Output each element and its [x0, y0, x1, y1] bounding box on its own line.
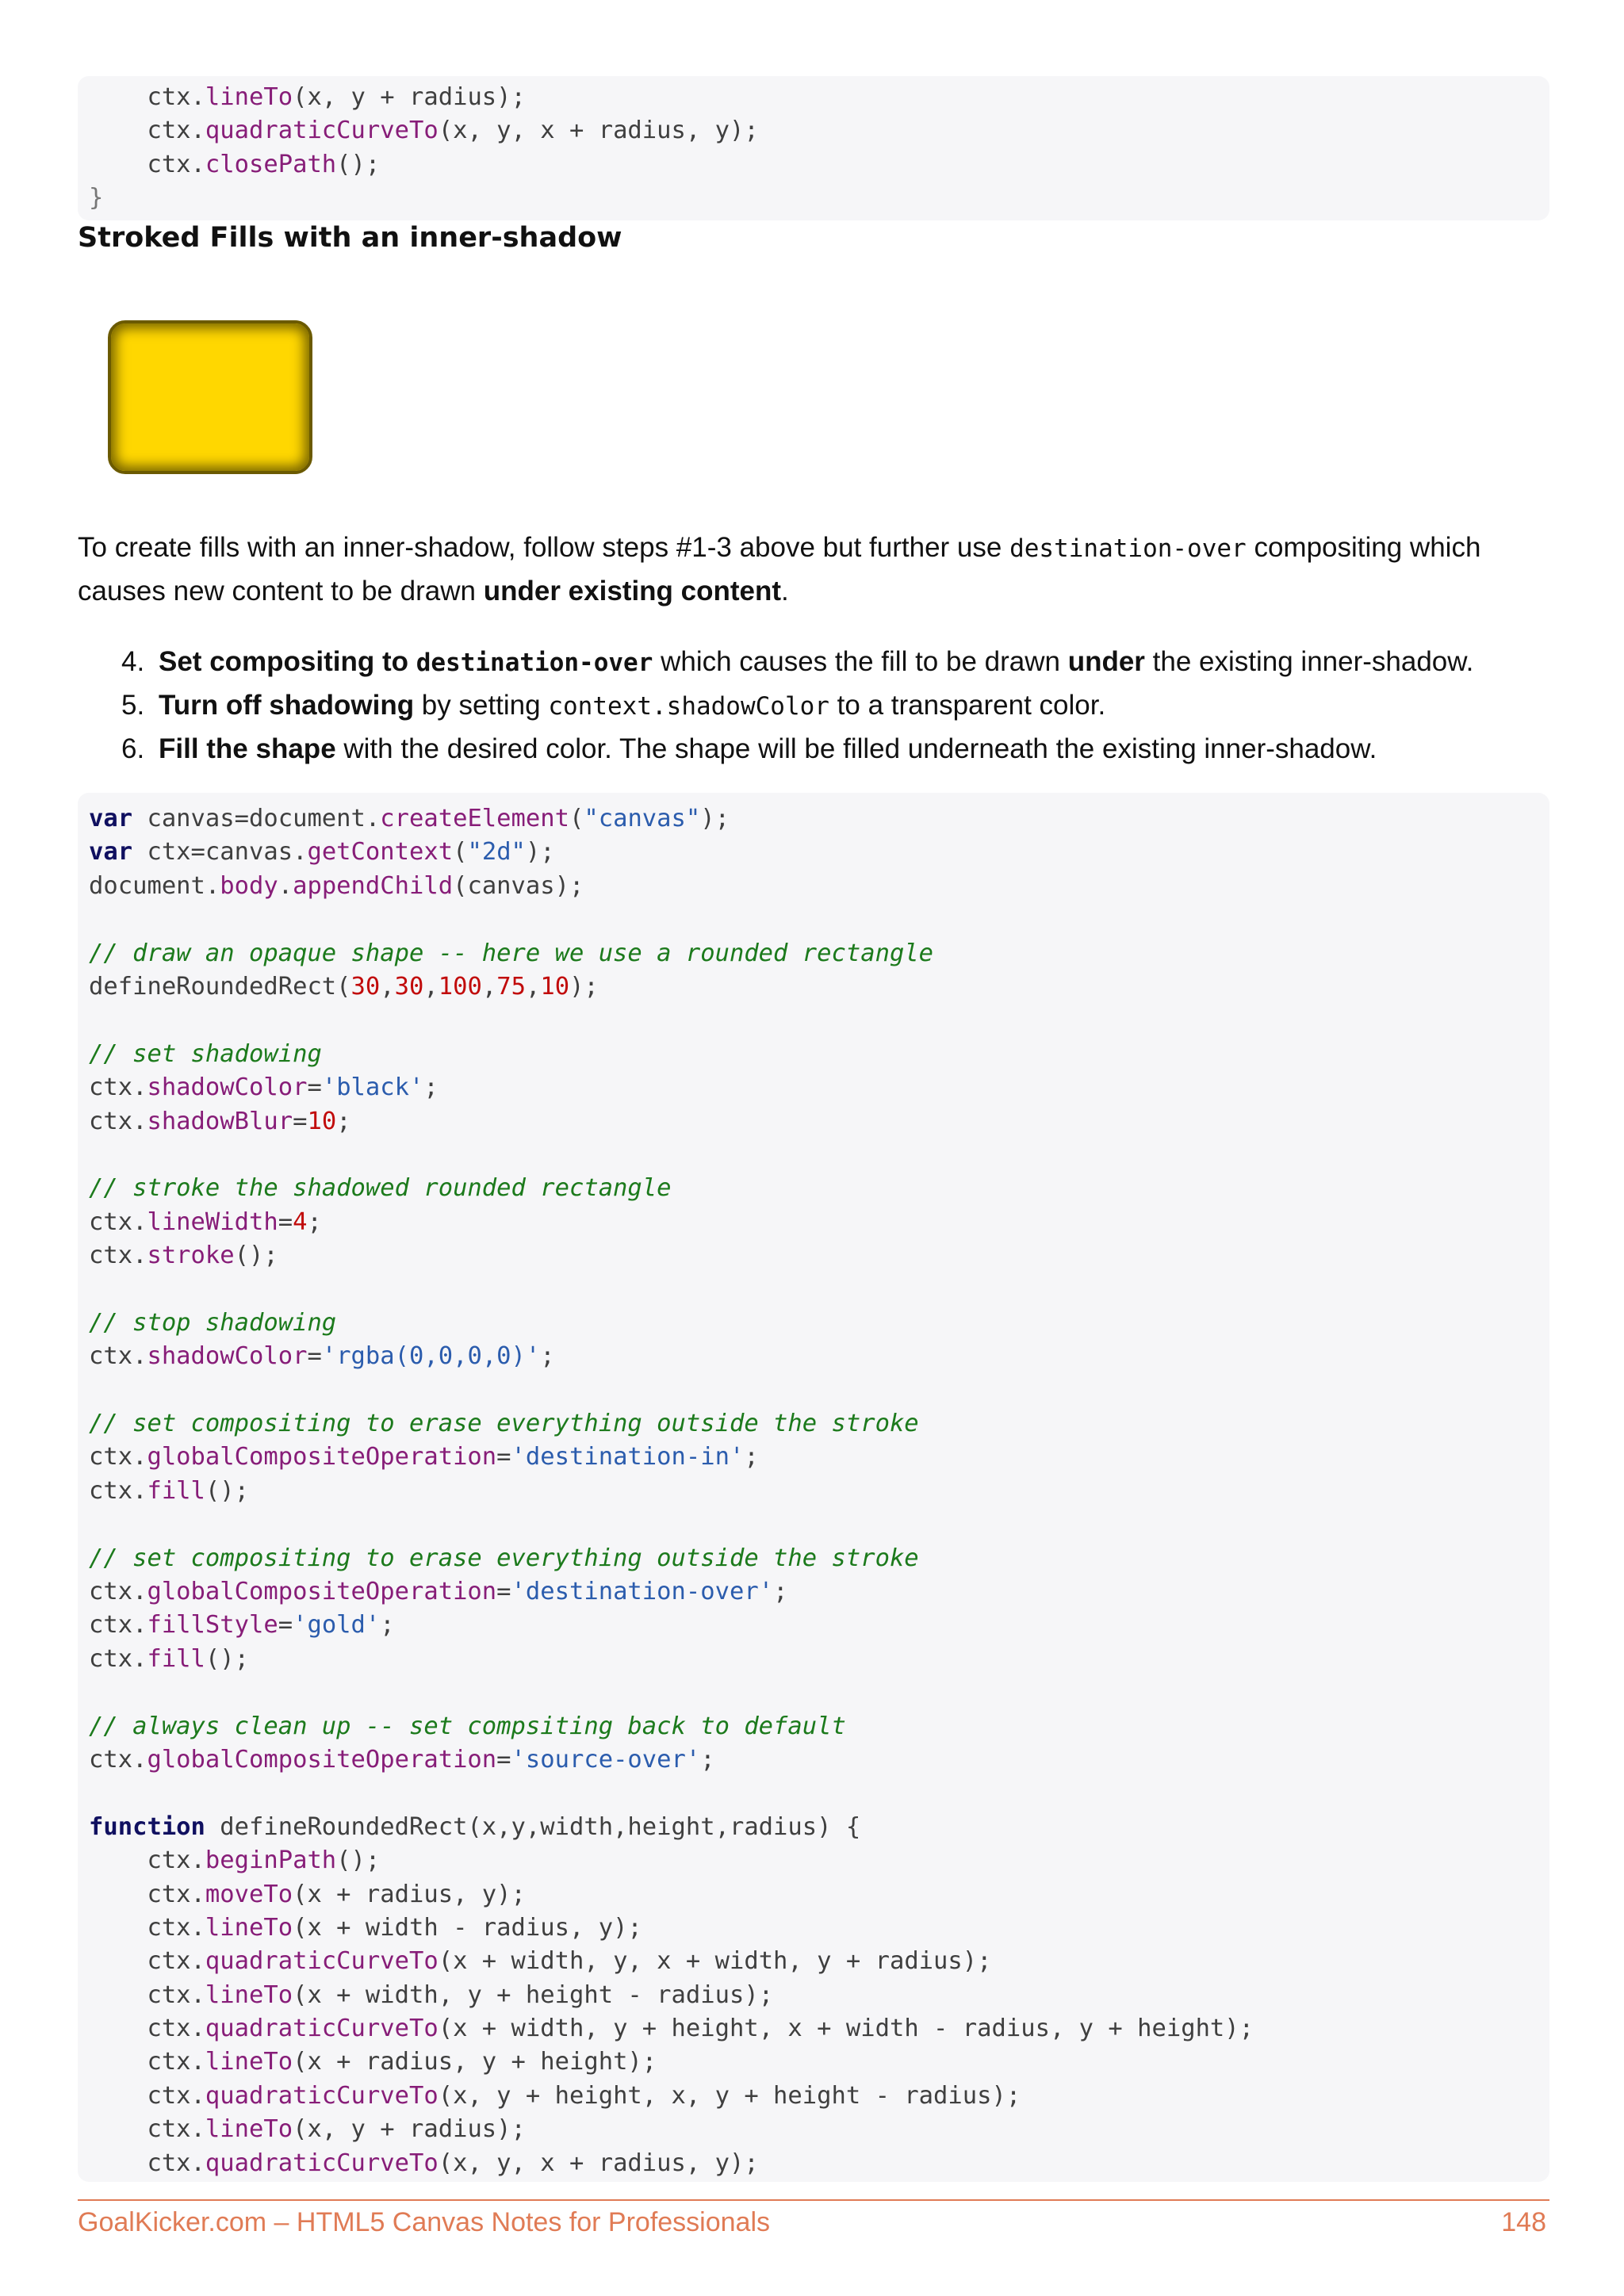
code-token: quadraticCurveTo [205, 2015, 439, 2043]
code-token: 10 [540, 972, 570, 1001]
code-line [89, 836, 1549, 869]
code-token: globalCompositeOperation [147, 1443, 497, 1471]
code-token: var [89, 838, 133, 867]
code-line [89, 1038, 1549, 1071]
code-block-main [78, 793, 1549, 2182]
code-token: ctx. [89, 83, 205, 111]
code-token: lineTo [205, 2048, 293, 2076]
inner-shadow-demo-rect [108, 320, 312, 474]
code-token: ctx. [89, 2149, 205, 2177]
code-line [89, 1777, 1549, 1810]
code-line [89, 2147, 1549, 2180]
code-token: // set compositing to erase everything outside the stroke [89, 1544, 919, 1572]
step-bold: Fill the shape [159, 733, 336, 764]
code-token: var [89, 805, 133, 832]
code-line [89, 2113, 1549, 2146]
code-line [89, 1575, 1549, 1609]
code-token: // stop shadowing [89, 1308, 337, 1337]
code-line [89, 903, 1549, 936]
step-number: 6. [121, 733, 145, 764]
step-bold: Turn off shadowing [159, 690, 415, 721]
code-token: = [496, 1443, 511, 1471]
code-token: ; [700, 1745, 715, 1774]
code-line [89, 114, 1549, 147]
code-token: fill [147, 1644, 205, 1673]
code-line [89, 1407, 1549, 1441]
code-token: = [307, 1073, 322, 1102]
code-token: 'rgba(0,0,0,0)' [321, 1342, 541, 1371]
code-token: } [89, 184, 104, 212]
code-token: lineWidth [147, 1207, 278, 1236]
code-token: quadraticCurveTo [205, 2149, 439, 2177]
code-token: (); [336, 1846, 381, 1875]
code-token: ); [525, 838, 555, 867]
code-line [89, 1676, 1549, 1709]
intro-paragraph [78, 526, 1553, 612]
code-token: ctx. [89, 1947, 205, 1976]
code-line [89, 1239, 1549, 1272]
code-token: function [89, 1812, 205, 1841]
code-line [89, 1643, 1549, 1676]
step-text-2: the existing inner-shadow. [1144, 646, 1474, 677]
code-line [89, 937, 1549, 970]
step-text: with the desired color. The shape will be filled underneath the existing inner-shadow. [335, 733, 1377, 764]
code-token: ; [336, 1107, 351, 1135]
code-token: ; [380, 1611, 395, 1640]
code-token: shadowColor [147, 1073, 308, 1102]
code-line [89, 2045, 1549, 2079]
code-token: ctx. [89, 1443, 147, 1471]
code-token: quadraticCurveTo [205, 117, 439, 145]
footer-title: GoalKicker.com – HTML5 Canvas Notes for Professionals [78, 2207, 771, 2237]
code-token: // draw an opaque shape -- here we use a rounded rectangle [89, 939, 934, 967]
code-token: stroke [147, 1242, 235, 1270]
code-token: 4 [293, 1207, 308, 1236]
code-line [89, 1609, 1549, 1642]
code-token: ctx. [89, 1745, 147, 1774]
code-token: ctx. [89, 1476, 147, 1505]
code-block-top [78, 76, 1549, 220]
code-token: (); [234, 1242, 278, 1270]
intro-text-3: . [781, 576, 789, 607]
code-token: quadraticCurveTo [205, 1947, 439, 1976]
step-item [78, 684, 1568, 728]
code-token: shadowColor [147, 1342, 308, 1371]
code-token: ctx. [89, 1107, 147, 1135]
code-token: (); [336, 150, 381, 178]
code-token: lineTo [205, 83, 293, 111]
code-token: 30 [394, 972, 424, 1001]
step-item [78, 641, 1568, 684]
code-token: 'source-over' [511, 1745, 701, 1774]
code-token: (x, y + radius); [293, 83, 526, 111]
code-line [89, 1105, 1549, 1138]
code-line [89, 182, 1549, 215]
code-token: ctx. [89, 1611, 147, 1640]
code-token: defineRoundedRect( [89, 972, 351, 1001]
code-line [89, 870, 1549, 903]
code-token: (x + width, y, x + width, y + radius); [438, 1947, 992, 1976]
step-number: 5. [121, 690, 145, 721]
code-line [89, 1172, 1549, 1205]
code-token: // set shadowing [89, 1039, 322, 1068]
step-bold: Set compositing to [159, 646, 416, 677]
code-token: ; [744, 1443, 759, 1471]
code-line [89, 1508, 1549, 1541]
code-line [89, 1743, 1549, 1777]
code-token: = [496, 1577, 511, 1605]
code-token: 75 [496, 972, 526, 1001]
code-token: = [278, 1207, 293, 1236]
code-token: ctx. [89, 1846, 205, 1875]
code-line [89, 1441, 1549, 1474]
code-line [89, 1272, 1549, 1306]
code-token: appendChild [293, 871, 454, 900]
code-line [89, 2012, 1549, 2045]
code-token: 30 [350, 972, 381, 1001]
code-token: 100 [438, 972, 482, 1001]
code-token: (canvas); [453, 871, 584, 900]
step-item [78, 728, 1568, 770]
code-token: 'destination-over' [511, 1577, 774, 1605]
intro-code: destination-over [1009, 534, 1247, 563]
code-line [89, 1004, 1549, 1037]
intro-text-1: To create fills with an inner-shadow, follow steps #1-3 above but further use [78, 532, 1010, 563]
code-line [89, 1911, 1549, 1945]
code-token: ); [569, 972, 599, 1001]
code-token: ctx. [89, 150, 205, 178]
code-token: = [307, 1342, 322, 1371]
code-line [89, 1878, 1549, 1911]
code-line [89, 1844, 1549, 1877]
code-line [89, 1710, 1549, 1743]
code-token: shadowBlur [147, 1107, 293, 1135]
code-token: getContext [307, 838, 454, 867]
code-token: (x + width - radius, y); [293, 1913, 642, 1942]
code-line [89, 1945, 1549, 1978]
code-token: 'destination-in' [511, 1443, 745, 1471]
step-code: context.shadowColor [548, 692, 829, 721]
code-token: body [220, 871, 278, 900]
code-token: 'gold' [293, 1611, 381, 1640]
code-token: (x + radius, y); [293, 1880, 526, 1908]
code-token: , [525, 972, 541, 1001]
code-token: ctx. [89, 1342, 147, 1371]
code-token: // always clean up -- set compsiting back to default [89, 1712, 846, 1740]
code-token: ctx. [89, 1242, 147, 1270]
code-token: lineTo [205, 2115, 293, 2144]
code-line [89, 1206, 1549, 1239]
code-token: (x, y + height, x, y + height - radius); [438, 2081, 1021, 2110]
code-token: ; [423, 1073, 439, 1102]
code-token: = [496, 1745, 511, 1774]
code-token: ctx. [89, 2048, 205, 2076]
code-line [89, 1542, 1549, 1575]
code-token: ctx. [89, 1577, 147, 1605]
code-line [89, 1374, 1549, 1407]
code-token: 10 [307, 1107, 337, 1135]
code-token: "canvas" [584, 805, 701, 832]
code-token: = [293, 1107, 308, 1135]
code-line [89, 81, 1549, 114]
code-token: ctx. [89, 1207, 147, 1236]
code-token: (x, y, x + radius, y); [438, 2149, 759, 2177]
code-token: , [423, 972, 439, 1001]
code-token: createElement [380, 805, 569, 832]
code-token: , [481, 972, 497, 1001]
code-token: fill [147, 1476, 205, 1505]
code-token: globalCompositeOperation [147, 1577, 497, 1605]
step-number: 4. [121, 646, 145, 677]
code-token: document. [89, 871, 220, 900]
code-token: ctx. [89, 1880, 205, 1908]
code-token: (x + radius, y + height); [293, 2048, 657, 2076]
code-token: (x, y, x + radius, y); [438, 117, 759, 145]
code-token: (); [205, 1644, 249, 1673]
code-token: ; [307, 1207, 322, 1236]
code-token: ctx. [89, 1073, 147, 1102]
code-token: "2d" [467, 838, 526, 867]
code-token: defineRoundedRect(x,y,width,height,radius) { [205, 1812, 861, 1841]
code-token: ctx=canvas. [132, 838, 308, 867]
page-number: 148 [1501, 2207, 1546, 2237]
code-token: = [278, 1611, 293, 1640]
step-text: which causes the fill to be drawn [653, 646, 1068, 677]
code-token: quadraticCurveTo [205, 2081, 439, 2110]
code-line [89, 1138, 1549, 1172]
code-token: fillStyle [147, 1611, 278, 1640]
code-token: (x + width, y + height - radius); [293, 1980, 774, 2009]
code-token: . [278, 871, 293, 900]
code-token: ctx. [89, 2115, 205, 2144]
code-token: lineTo [205, 1980, 293, 2009]
intro-bold: under existing content [483, 576, 782, 607]
code-token: ctx. [89, 2081, 205, 2110]
code-line [89, 2080, 1549, 2113]
code-token: lineTo [205, 1913, 293, 1942]
code-token: ( [453, 838, 468, 867]
code-token: moveTo [205, 1880, 293, 1908]
code-token: closePath [205, 150, 337, 178]
code-line [89, 970, 1549, 1004]
code-token: (x, y + radius); [293, 2115, 526, 2144]
step-bold-2: under [1067, 646, 1145, 677]
code-line [89, 1307, 1549, 1340]
step-bold-code: destination-over [416, 649, 653, 677]
steps-list [78, 641, 1568, 770]
code-token: beginPath [205, 1846, 337, 1875]
code-token: ctx. [89, 117, 205, 145]
code-token: // stroke the shadowed rounded rectangle [89, 1174, 672, 1203]
footer-divider [78, 2199, 1549, 2201]
step-text-2: to a transparent color. [829, 690, 1106, 721]
code-line [89, 1071, 1549, 1104]
code-token: ctx. [89, 2015, 205, 2043]
code-token: ( [569, 805, 584, 832]
code-token: 'black' [321, 1073, 424, 1102]
code-token: // set compositing to erase everything outside the stroke [89, 1410, 919, 1438]
step-text: by setting [414, 690, 549, 721]
code-token: ctx. [89, 1644, 147, 1673]
code-line [89, 1979, 1549, 2012]
code-token: globalCompositeOperation [147, 1745, 497, 1774]
code-token: ; [773, 1577, 788, 1605]
code-token: canvas=document. [132, 805, 381, 832]
code-line [89, 1475, 1549, 1508]
code-line [89, 1340, 1549, 1373]
intro-text-2: compositing which causes new content to be drawn [78, 532, 1481, 607]
code-token: ); [700, 805, 730, 832]
code-token: , [380, 972, 395, 1001]
code-token: ctx. [89, 1913, 205, 1942]
code-token: (x + width, y + height, x + width - radius, y + height); [438, 2015, 1254, 2043]
code-token: ctx. [89, 1980, 205, 2009]
code-token: ; [540, 1342, 555, 1371]
section-title: Stroked Fills with an inner-shadow [78, 222, 622, 254]
code-line [89, 148, 1549, 182]
code-line [89, 1811, 1549, 1844]
code-line [89, 802, 1549, 836]
code-token: (); [205, 1476, 249, 1505]
